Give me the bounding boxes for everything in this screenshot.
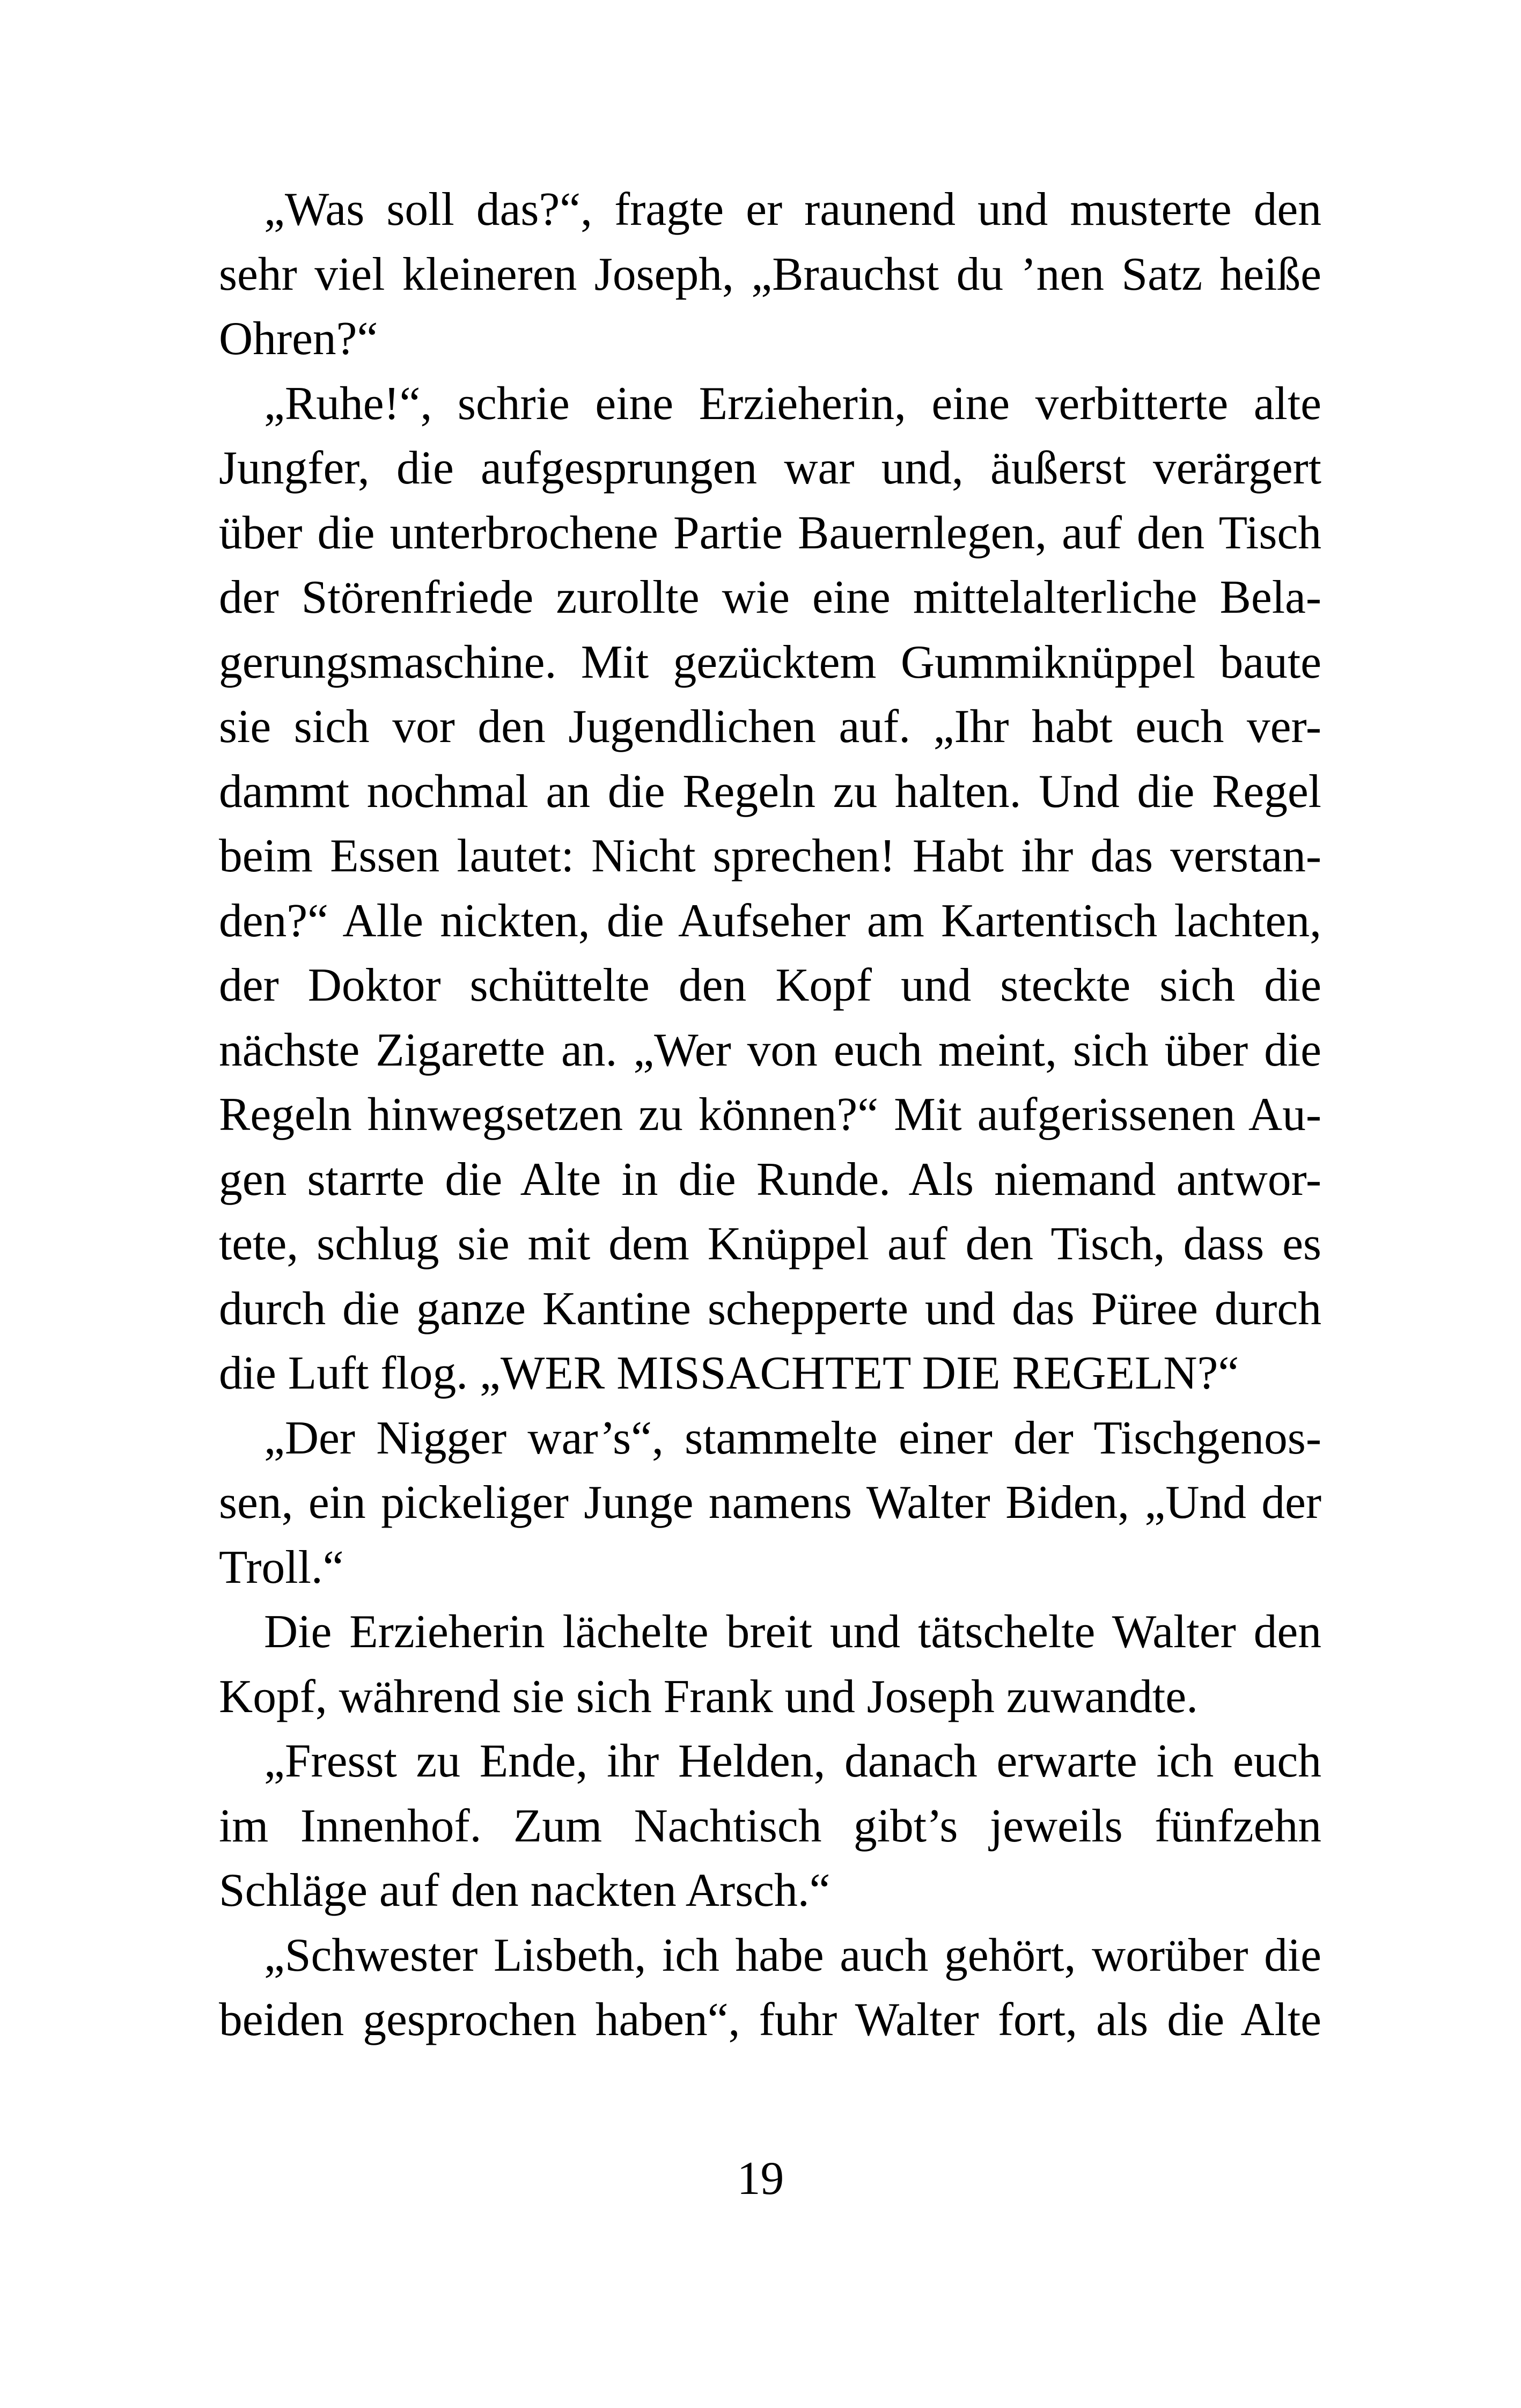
text-line: „Ruhe!“, schrie eine Erzieherin, eine verbitterte alte [264, 377, 1321, 429]
text-line: Troll.“ [219, 1540, 344, 1593]
text-line: Jungfer, die aufgesprungen war und, äußerst verärgert [219, 442, 1321, 494]
text-line: Die Erzieherin lächelte breit und tätschelte Walter den [264, 1605, 1321, 1657]
text-line: Ohren?“ [219, 312, 378, 364]
body-text [219, 177, 1321, 2052]
text-line: Regeln hinwegsetzen zu können?“ Mit aufgerissenen Au- [219, 1088, 1321, 1140]
text-line: „Fresst zu Ende, ihr Helden, danach erwarte ich euch [264, 1735, 1321, 1787]
text-line: den?“ Alle nickten, die Aufseher am Kartentisch lachten, [219, 894, 1321, 946]
text-line: „Schwester Lisbeth, ich habe auch gehört, worüber die [264, 1928, 1321, 1981]
text-line: nächste Zigarette an. „Wer von euch meint, sich über die [219, 1023, 1321, 1076]
text-line: sen, ein pickeliger Junge namens Walter Biden, „Und der [219, 1476, 1321, 1528]
text-line: der Doktor schüttelte den Kopf und steckte sich die [219, 959, 1321, 1011]
text-line: gen starrte die Alte in die Runde. Als niemand antwor- [219, 1152, 1321, 1205]
text-line: Schläge auf den nackten Arsch.“ [219, 1864, 831, 1916]
text-line: sehr viel kleineren Joseph, „Brauchst du ’nen Satz heiße [219, 247, 1321, 300]
text-line: dammt nochmal an die Regeln zu halten. Und die Regel [219, 765, 1321, 817]
text-line: sie sich vor den Jugendlichen auf. „Ihr habt euch ver- [219, 700, 1321, 752]
text-line: „Was soll das?“, fragte er raunend und musterte den [264, 183, 1321, 235]
text-line: „Der Nigger war’s“, stammelte einer der Tischgenos- [264, 1411, 1321, 1464]
text-line: die Luft flog. „WER MISSACHTET DIE REGELN?“ [219, 1347, 1239, 1399]
text-line: im Innenhof. Zum Nachtisch gibt’s jeweils fünfzehn [219, 1799, 1321, 1852]
text-line: Kopf, während sie sich Frank und Joseph zuwandte. [219, 1670, 1198, 1722]
text-line: beim Essen lautet: Nicht sprechen! Habt ihr das verstan- [219, 829, 1321, 882]
text-line: der Störenfriede zurollte wie eine mittelalterliche Bela- [219, 571, 1321, 623]
text-line: durch die ganze Kantine schepperte und das Püree durch [219, 1282, 1321, 1334]
text-line: gerungsmaschine. Mit gezücktem Gummiknüppel baute [219, 635, 1321, 688]
text-line: tete, schlug sie mit dem Knüppel auf den Tisch, dass es [219, 1217, 1321, 1269]
text-line: beiden gesprochen haben“, fuhr Walter fort, als die Alte [219, 1993, 1321, 2045]
page-number: 19 [737, 2152, 784, 2204]
text-line: über die unterbrochene Partie Bauernlegen, auf den Tisch [219, 506, 1321, 559]
